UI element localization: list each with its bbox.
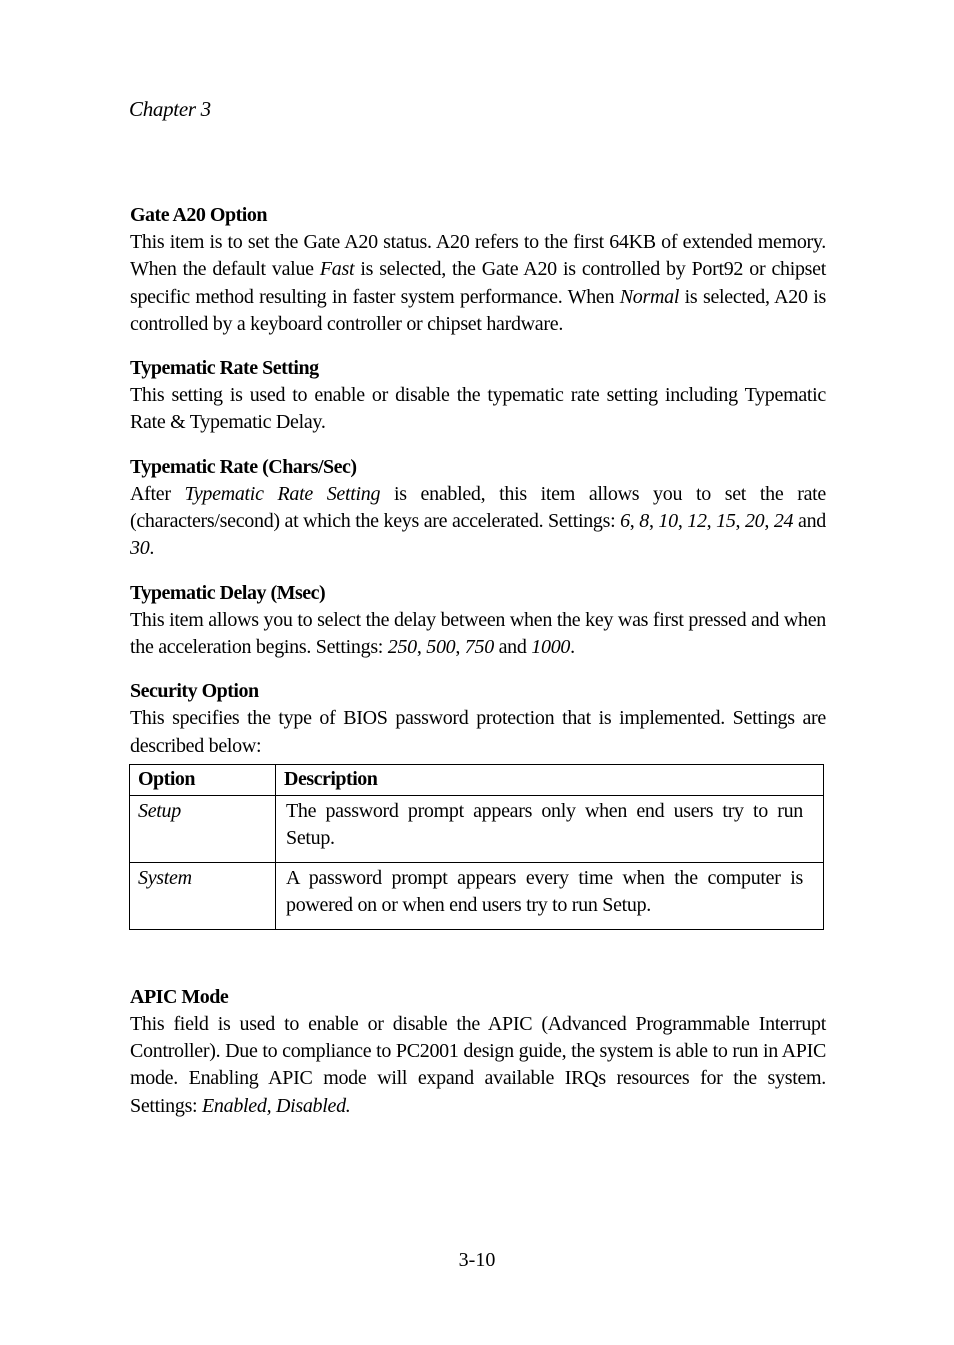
setting-value: 20 <box>744 510 765 533</box>
setting-value: 8 <box>639 510 649 533</box>
table-row <box>130 862 824 929</box>
chapter-header: Chapter 3 <box>129 97 211 121</box>
section-heading: Security Option <box>130 680 259 703</box>
value-fast: Fast <box>319 258 355 281</box>
body-text: is selected, A20 is controlled by a keyboard controller or chipset hardware. <box>130 285 826 335</box>
section-typematic-rate <box>130 454 826 563</box>
option-cell: Setup <box>130 795 276 862</box>
section-body <box>130 229 826 338</box>
table-row <box>130 795 824 862</box>
section-body: After Typematic Rate Setting is enabled, this item allows you to set the rate (characters/second) at which the keys are accelerated. Settings: 6, 8, 10, 12, 15, 20, 24 and 30. <box>130 482 826 560</box>
value-normal: Normal <box>619 285 680 308</box>
body-text: and <box>798 510 826 533</box>
setting-reference: Typematic Rate Setting <box>184 482 381 505</box>
description-cell: A password prompt appears every time when the computer is powered on or when end users try to run Setup. <box>276 862 824 929</box>
column-header-option: Option <box>130 764 276 795</box>
section-security <box>130 678 826 930</box>
setting-value: 24 <box>773 510 794 533</box>
section-heading: Gate A20 Option <box>130 204 267 226</box>
section-apic-mode <box>130 984 826 1120</box>
option-cell: System <box>130 862 276 929</box>
section-body: This item allows you to select the delay between when the key was first pressed and when the acceleration begins. Settings: 250, 500, 750 and 1000. <box>130 608 826 658</box>
page-number: 3-10 <box>458 1249 496 1271</box>
body-text: This item allows you to select the delay between when the key was first pressed and when the acceleration begins. Settings: <box>130 608 826 658</box>
setting-value: 1000 <box>531 635 571 658</box>
column-header-description: Description <box>276 764 824 795</box>
setting-value: 250 <box>387 635 417 658</box>
table-header-row <box>130 764 824 795</box>
body-text: is selected, the Gate A20 is controlled by Port92 or chipset specific method resulting in faster system performance. When <box>130 258 826 308</box>
setting-value: 750 <box>464 635 494 658</box>
section-body: This specifies the type of BIOS password protection that is implemented. Settings are described below: <box>130 707 826 757</box>
section-typematic-rate-setting <box>130 355 826 437</box>
security-options-table <box>129 764 824 930</box>
section-heading: Typematic Rate Setting <box>130 357 319 380</box>
setting-value: 15 <box>716 510 736 533</box>
section-body <box>130 1011 826 1120</box>
setting-value: 12 <box>687 510 707 533</box>
setting-value: 10 <box>658 510 678 533</box>
section-heading: Typematic Rate (Chars/Sec) <box>130 455 357 478</box>
setting-value: 6 <box>620 510 630 533</box>
body-text: is enabled, this item allows you to set the rate (characters/second) at which the keys are accelerated. Settings: <box>130 482 826 533</box>
section-heading: APIC Mode <box>130 985 229 1008</box>
body-text: This field is used to enable or disable the APIC (Advanced Programmable Interrupt Controller). Due to compliance to PC2001 design guide, the system is able to run in APIC mode. Enabling APIC mode will expand available IRQs resources for the system. Settings: <box>130 1012 826 1117</box>
body-text: After <box>130 482 185 505</box>
section-body: This setting is used to enable or disable the typematic rate setting including Typematic Rate & Typematic Delay. <box>130 384 826 434</box>
setting-value: 500 <box>426 635 456 658</box>
description-cell: The password prompt appears only when end users try to run Setup. <box>276 795 824 862</box>
section-gate-a20 <box>130 202 826 338</box>
body-text: and <box>498 635 527 658</box>
body-text: This item is to set the Gate A20 status. A20 refers to the first 64KB of extended memory. When the default value <box>130 231 826 281</box>
setting-value: 30 <box>130 537 150 560</box>
section-typematic-delay <box>130 580 826 662</box>
setting-values: Enabled, Disabled. <box>202 1094 351 1117</box>
page-content <box>130 202 826 1137</box>
section-heading: Typematic Delay (Msec) <box>130 581 326 604</box>
